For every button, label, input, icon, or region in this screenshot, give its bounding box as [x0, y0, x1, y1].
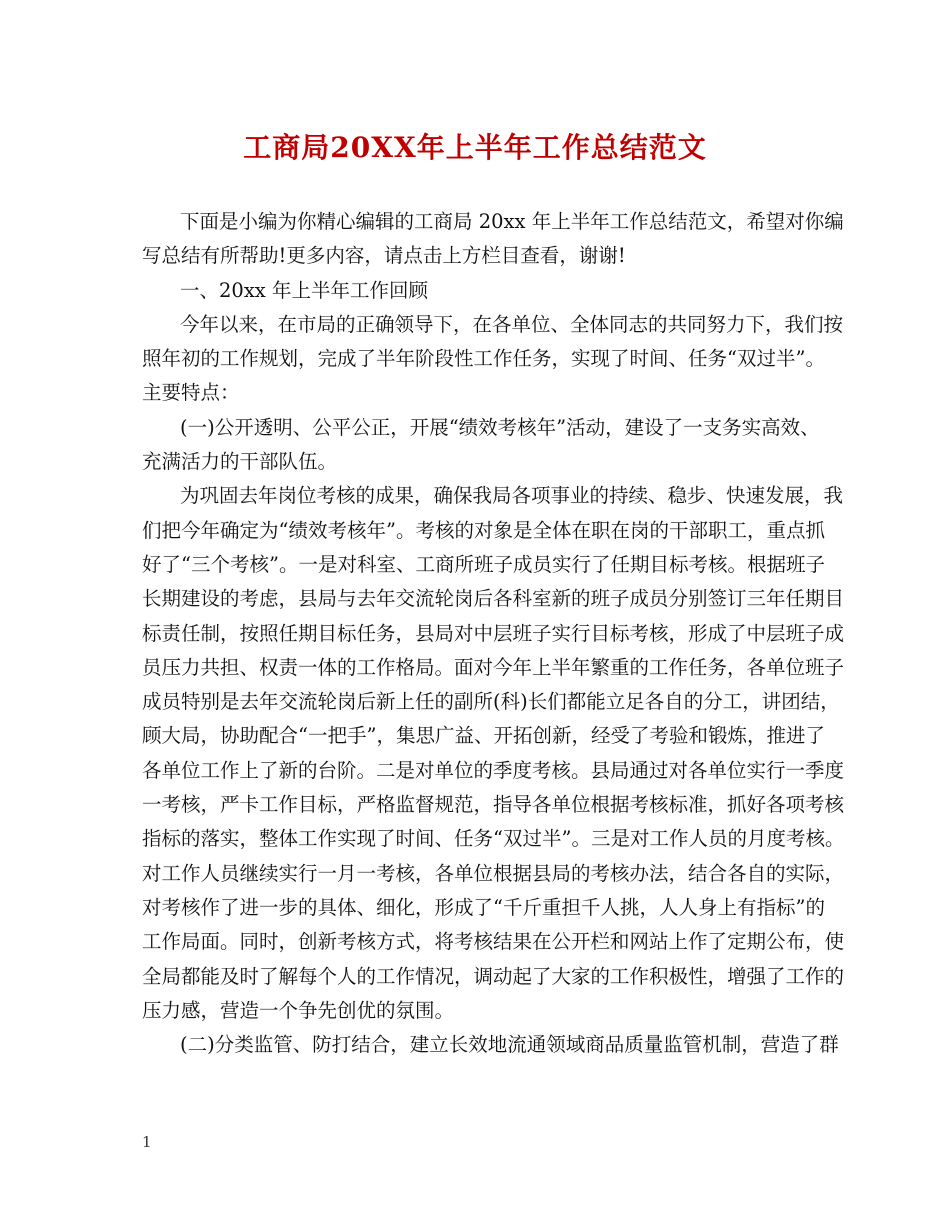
document-title: 工商局20XX年上半年工作总结范文 — [243, 131, 707, 164]
text-line: 今年以来，在市局的正确领导下，在各单位、全体同志的共同努力下，我们按 — [180, 312, 844, 336]
text-line: 指标的落实，整体工作实现了时间、任务“双过半”。三是对工作人员的月度考核。 — [142, 827, 845, 851]
section-heading: 一、20xx 年上半年工作回顾 — [180, 278, 429, 302]
text-line: 成员特别是去年交流轮岗后新上任的副所(科)长们都能立足各自的分工，讲团结， — [142, 690, 840, 714]
text-line: 压力感，营造一个争先创优的氛围。 — [142, 998, 455, 1022]
text-line: 长期建设的考虑，县局与去年交流轮岗后各科室新的班子成员分别签订三年任期目 — [142, 587, 845, 611]
text-line: 顾大局，协助配合“一把手”，集思广益、开拓创新，经受了考验和锻炼，推进了 — [142, 724, 825, 748]
text-line: 写总结有所帮助!更多内容，请点击上方栏目查看，谢谢! — [142, 244, 626, 268]
text-line: 好了“三个考核”。一是对科室、工商所班子成员实行了任期目标考核。根据班子 — [142, 552, 825, 576]
document-body — [142, 205, 845, 1062]
text-line: 员压力共担、权责一体的工作格局。面对今年上半年繁重的工作任务，各单位班子 — [142, 655, 845, 679]
subsection-heading: (二)分类监管、防打结合，建立长效地流通领域商品质量监管机制，营造了群 — [180, 1033, 839, 1057]
subsection-heading: (一)公开透明、公平公正，开展“绩效考核年”活动，建设了一支务实高效、 — [180, 415, 820, 439]
text-line: 各单位工作上了新的台阶。二是对单位的季度考核。县局通过对各单位实行一季度 — [142, 758, 845, 782]
text-line: 标责任制，按照任期目标任务，县局对中层班子实行目标考核，形成了中层班子成 — [142, 621, 845, 645]
text-line: 全局都能及时了解每个人的工作情况，调动起了大家的工作积极性，增强了工作的 — [142, 964, 845, 988]
text-line: 为巩固去年岗位考核的成果，确保我局各项事业的持续、稳步、快速发展，我 — [180, 484, 844, 508]
text-line: 主要特点： — [142, 381, 240, 405]
text-line: 一考核，严卡工作目标，严格监督规范，指导各单位根据考核标准，抓好各项考核 — [142, 793, 845, 817]
text-line: 下面是小编为你精心编辑的工商局 20xx 年上半年工作总结范文，希望对你编 — [180, 210, 844, 233]
text-line: 照年初的工作规划，完成了半年阶段性工作任务，实现了时间、任务“双过半”。 — [142, 347, 825, 371]
text-line: 对工作人员继续实行一月一考核，各单位根据县局的考核办法，结合各自的实际， — [142, 861, 845, 885]
text-line: 对考核作了进一步的具体、细化，形成了“千斤重担千人挑，人人身上有指标”的 — [142, 895, 825, 919]
page-number: 1 — [142, 1133, 152, 1151]
text-line: 充满活力的干部队伍。 — [142, 450, 338, 474]
text-line: 工作局面。同时，创新考核方式，将考核结果在公开栏和网站上作了定期公布，使 — [142, 930, 845, 954]
text-line: 们把今年确定为“绩效考核年”。考核的对象是全体在职在岗的干部职工，重点抓 — [142, 518, 825, 542]
